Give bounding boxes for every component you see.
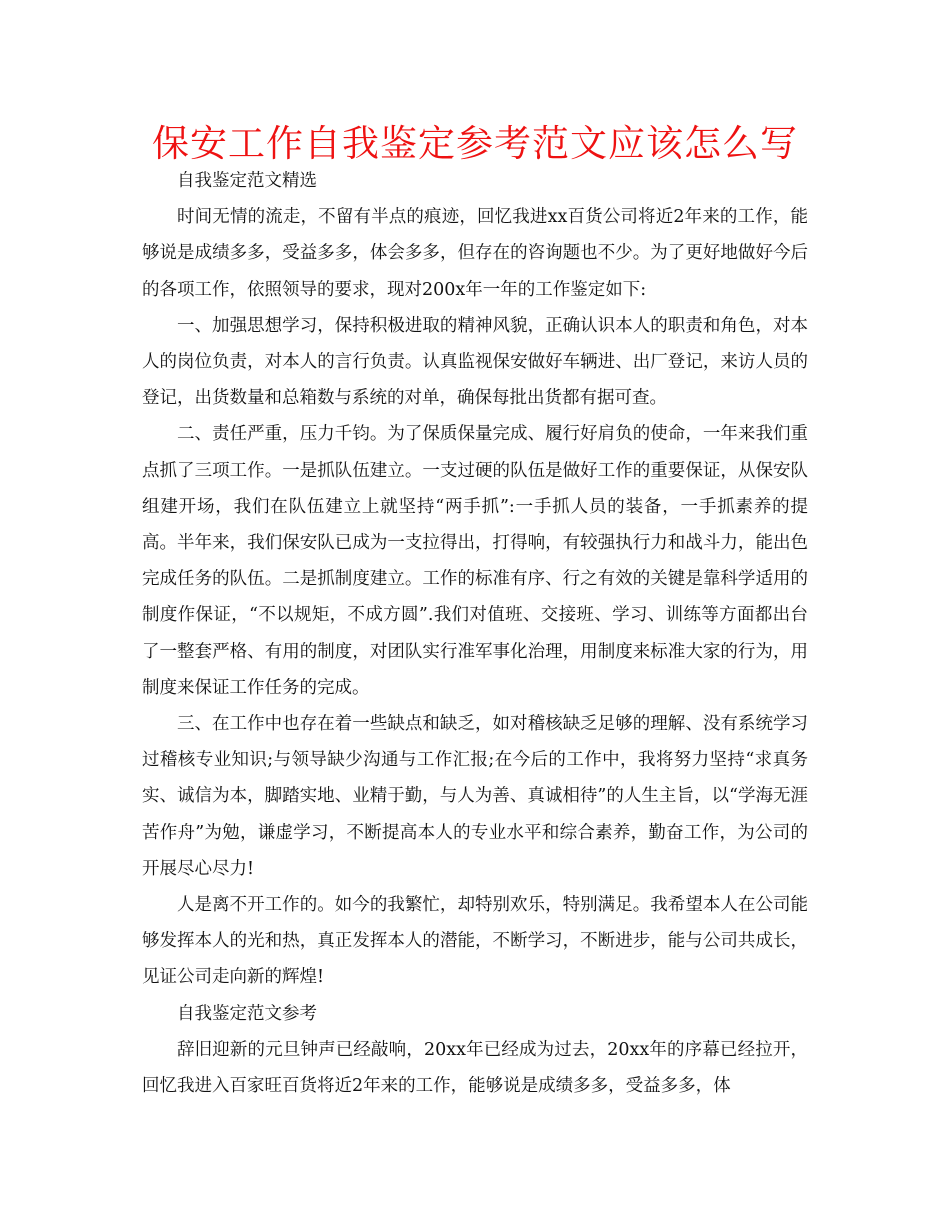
document-title: 保安工作自我鉴定参考范文应该怎么写 <box>152 122 798 165</box>
paragraph-intro: 时间无情的流走，不留有半点的痕迹，回忆我进xx百货公司将近2年来的工作，能够说是成绩多多，受益多多，体会多多，但存在的咨询题也不少。为了更好地做好今后的各项工作，依照领导的要求，现对200x年一年的工作鉴定如下: <box>142 207 808 300</box>
paragraph-conclusion: 人是离不开工作的。如今的我繁忙，却特别欢乐，特别满足。我希望本人在公司能够发挥本人的光和热，真正发挥本人的潜能，不断学习，不断进步，能与公司共成长，见证公司走向新的辉煌! <box>142 895 808 988</box>
paragraph-reference-intro: 辞旧迎新的元旦钟声已经敲响，20xx年已经成为过去，20xx年的序幕已经拉开，回忆我进入百家旺百货将近2年来的工作，能够说是成绩多多，受益多多，体 <box>142 1039 808 1097</box>
paragraph-point-two: 二、责任严重，压力千钧。为了保质保量完成、履行好肩负的使命，一年来我们重点抓了三项工作。一是抓队伍建立。一支过硬的队伍是做好工作的重要保证，从保安队组建开场，我们在队伍建立上就坚持“两手抓”:一手抓人员的装备，一手抓素养的提高。半年来，我们保安队已成为一支拉得出，打得响，有较强执行力和战斗力，能出色完成任务的队伍。二是抓制度建立。工作的标准有序、行之有效的关键是靠科学适用的制度作保证，“不以规矩，不成方圆”.我们对值班、交接班、学习、训练等方面都出台了一整套严格、有用的制度，对团队实行准军事化治理，用制度来标准大家的行为，用制度来保证工作任务的完成。 <box>142 424 808 698</box>
section-heading-reference-essay: 自我鉴定范文参考 <box>177 1003 317 1024</box>
document-body <box>142 163 808 1104</box>
section-heading-selected-essay: 自我鉴定范文精选 <box>177 171 317 191</box>
paragraph-point-three: 三、在工作中也存在着一些缺点和缺乏，如对稽核缺乏足够的理解、没有系统学习过稽核专业知识;与领导缺少沟通与工作汇报;在今后的工作中，我将努力坚持“求真务实、诚信为本，脚踏实地、业精于勤，与人为善、真诚相待”的人生主旨，以“学海无涯苦作舟”为勉，谦虚学习，不断提高本人的专业水平和综合素养，勤奋工作，为公司的开展尽心尽力! <box>142 714 808 879</box>
paragraph-point-one: 一、加强思想学习，保持积极进取的精神风貌，正确认识本人的职责和角色，对本人的岗位负责，对本人的言行负责。认真监视保安做好车辆进、出厂登记，来访人员的登记，出货数量和总箱数与系统的对单，确保每批出货都有据可查。 <box>142 315 808 409</box>
